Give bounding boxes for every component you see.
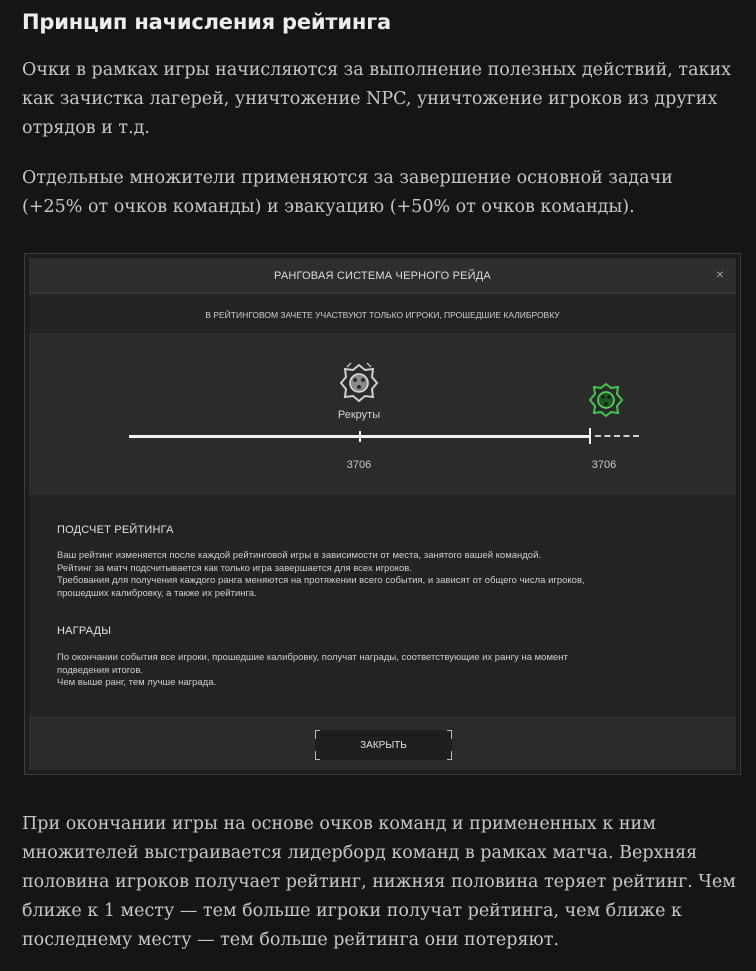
progress-remaining (595, 435, 639, 437)
close-button[interactable] (315, 730, 452, 760)
rank-progress-panel (29, 333, 736, 495)
rank-dialog (29, 258, 736, 770)
text-line: Требования для получения каждого ранга меняются на протяжении всего события, и зависят от общего числа игроков, (57, 575, 585, 586)
game-screenshot (24, 253, 741, 775)
article-heading: Принцип начисления рейтинга (22, 10, 391, 34)
text-line: прошедших калибровку, а также их рейтинга. (57, 587, 257, 599)
dialog-footer (29, 717, 736, 770)
dialog-title: РАНГОВАЯ СИСТЕМА ЧЕРНОГО РЕЙДА (274, 270, 491, 282)
rewards-section-title: НАГРАДЫ (57, 625, 112, 637)
rewards-section-text (57, 652, 708, 690)
article-paragraph: Очки в рамках игры начисляются за выполнение полезных действий, таких как зачистка лагерей, уничтожение NPC, уничтожение игроков из других отрядов и т.д. (22, 60, 731, 138)
article-paragraph: Отдельные множители применяются за завершение основной задачи (+25% от очков команды) и эвакуацию (+50% от очков команды). (22, 168, 673, 217)
rating-section-title: ПОДСЧЕТ РЕЙТИНГА (57, 524, 174, 536)
grey-rank-emblem-icon (335, 361, 383, 405)
green-rank-emblem-icon (585, 381, 627, 419)
close-button-label: ЗАКРЫТЬ (360, 740, 407, 751)
rating-section-text (57, 550, 708, 600)
text-line: По окончании события все игроки, прошедшие калибровку, получат награды, соответствующие их рангу на момент (57, 652, 568, 663)
text-line: Рейтинг за матч подсчитывается как только игра завершается для всех игроков. (57, 562, 412, 574)
rank-name: Рекруты (337, 409, 381, 421)
text-line: Ваш рейтинг изменяется после каждой рейтинговой игры в зависимости от места, занятого вашей командой. (57, 550, 542, 561)
text-line: Чем выше ранг, тем лучше награда. (57, 677, 217, 688)
dialog-header (29, 258, 736, 294)
player-score: 3706 (591, 459, 617, 471)
close-icon[interactable]: × (715, 266, 724, 282)
article-paragraph: При окончании игры на основе очков команд и примененных к ним множителей выстраивается лидерборд команд в рамках матча. Верхняя половина игроков получает рейтинг, нижняя половина теряет рейтинг. Чем ближе к 1 месту — тем больше игроки получат рейтинга, чем ближе к последнему месту — тем больше рейтинга они потеряют. (22, 814, 736, 950)
current-rank-score: 3706 (346, 459, 372, 471)
calibration-notice: В РЕЙТИНГОВОМ ЗАЧЕТЕ УЧАСТВУЮТ ТОЛЬКО ИГРОКИ, ПРОШЕДШИЕ КАЛИБРОВКУ (205, 310, 560, 320)
text-line: подведения итогов. (57, 664, 144, 676)
progress-marker (589, 428, 591, 444)
progress-tick (359, 431, 361, 442)
